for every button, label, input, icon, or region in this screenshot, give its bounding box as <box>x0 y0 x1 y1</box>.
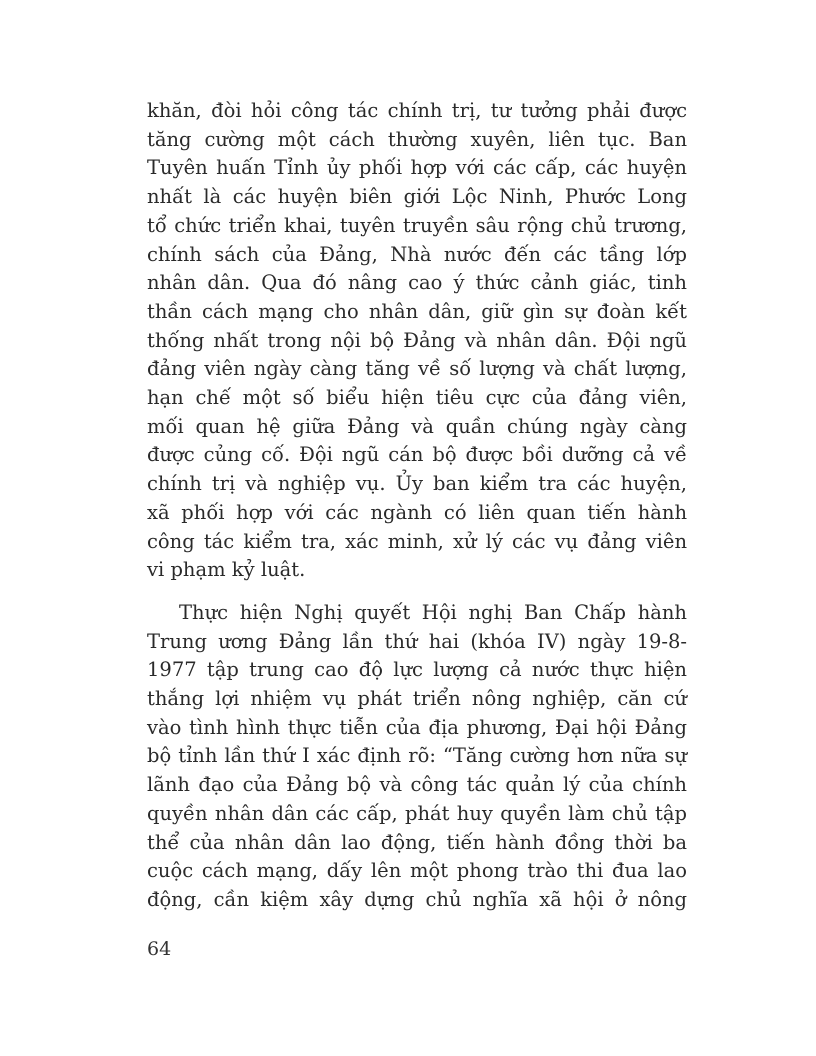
text-line: thống nhất trong nội bộ Đảng và nhân dân. Đội ngũ <box>147 328 687 352</box>
text-line: bộ tỉnh lần thứ I xác định rõ: “Tăng cường hơn nữa sự <box>147 744 687 768</box>
text-line: tăng cường một cách thường xuyên, liên tục. Ban <box>147 127 687 151</box>
text-line: thắng lợi nhiệm vụ phát triển nông nghiệp, căn cứ <box>147 687 687 711</box>
text-line: hạn chế một số biểu hiện tiêu cực của đảng viên, <box>147 386 687 410</box>
text-line: tổ chức triển khai, tuyên truyền sâu rộng chủ trương, <box>147 213 687 237</box>
text-line: quyền nhân dân các cấp, phát huy quyền làm chủ tập <box>147 801 687 825</box>
text-line: đảng viên ngày càng tăng về số lượng và chất lượng, <box>147 357 687 381</box>
text-line: được củng cố. Đội ngũ cán bộ được bồi dưỡng cả về <box>147 443 687 467</box>
text-line: động, cần kiệm xây dựng chủ nghĩa xã hội ở nông <box>147 887 687 911</box>
text-line: chính trị và nghiệp vụ. Ủy ban kiểm tra các huyện, <box>147 472 687 496</box>
text-line: vi phạm kỷ luật. <box>147 558 306 582</box>
text-line: mối quan hệ giữa Đảng và quần chúng ngày càng <box>147 414 687 438</box>
text-line: Tuyên huấn Tỉnh ủy phối hợp với các cấp, các huyện <box>147 156 687 180</box>
text-line: nhất là các huyện biên giới Lộc Ninh, Phước Long <box>147 185 687 209</box>
text-line: Trung ương Đảng lần thứ hai (khóa IV) ngày 19-8- <box>147 629 687 653</box>
text-line: thể của nhân dân lao động, tiến hành đồng thời ba <box>147 830 687 854</box>
text-line: 1977 tập trung cao độ lực lượng cả nước thực hiện <box>147 658 687 682</box>
text-line: Thực hiện Nghị quyết Hội nghị Ban Chấp hành <box>179 600 687 624</box>
text-line: thần cách mạng cho nhân dân, giữ gìn sự đoàn kết <box>147 299 687 323</box>
text-line: xã phối hợp với các ngành có liên quan tiến hành <box>147 500 687 524</box>
text-line: lãnh đạo của Đảng bộ và công tác quản lý của chính <box>147 773 687 797</box>
text-line: công tác kiểm tra, xác minh, xử lý các vụ đảng viên <box>147 529 687 553</box>
paragraph-1 <box>147 97 687 585</box>
text-line: khăn, đòi hỏi công tác chính trị, tư tưởng phải được <box>147 99 687 122</box>
paragraph-2 <box>147 599 687 915</box>
text-line: vào tình hình thực tiễn của địa phương, Đại hội Đảng <box>147 715 687 739</box>
page-number: 64 <box>147 938 172 960</box>
body-text <box>147 97 687 915</box>
text-line: chính sách của Đảng, Nhà nước đến các tầng lớp <box>147 242 687 266</box>
text-line: nhân dân. Qua đó nâng cao ý thức cảnh giác, tinh <box>147 271 687 295</box>
text-line: cuộc cách mạng, dấy lên một phong trào thi đua lao <box>147 859 687 883</box>
